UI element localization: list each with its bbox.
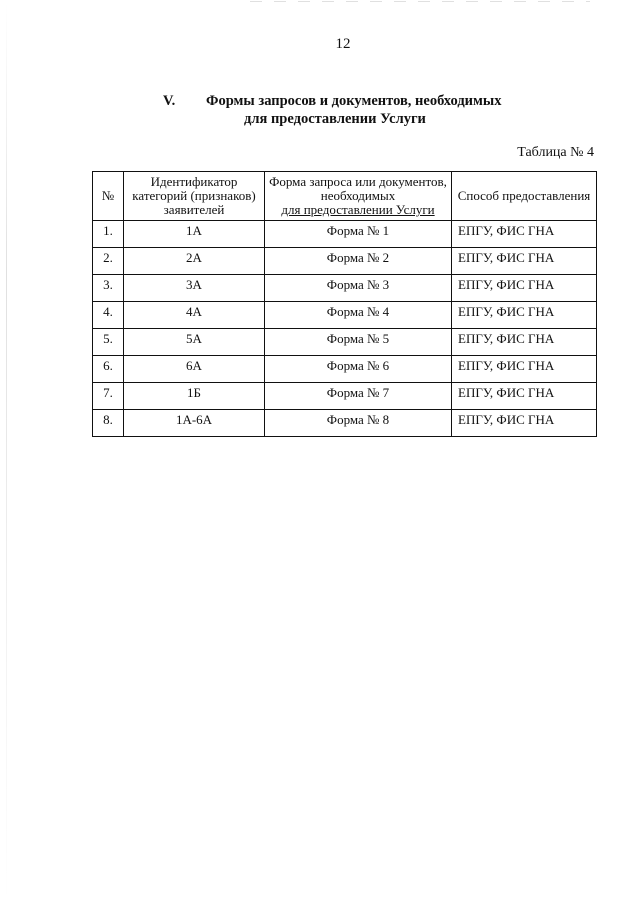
- header-form: [265, 172, 452, 221]
- row-form: Форма № 4: [265, 302, 452, 329]
- row-form: Форма № 7: [265, 383, 452, 410]
- row-num: 3.: [93, 275, 124, 302]
- table-row: [93, 329, 597, 356]
- header-form-line-2: необходимых: [320, 188, 396, 203]
- table-row: [93, 275, 597, 302]
- row-method: ЕПГУ, ФИС ГНА: [452, 248, 597, 275]
- row-form: Форма № 6: [265, 356, 452, 383]
- row-identifier: 4А: [124, 302, 265, 329]
- row-num: 6.: [93, 356, 124, 383]
- scan-top-edge: [250, 1, 590, 2]
- row-form: Форма № 8: [265, 410, 452, 437]
- row-num: 4.: [93, 302, 124, 329]
- header-num: №: [93, 172, 124, 221]
- row-identifier: 5А: [124, 329, 265, 356]
- row-identifier: 2А: [124, 248, 265, 275]
- row-identifier: 1А-6А: [124, 410, 265, 437]
- row-method: ЕПГУ, ФИС ГНА: [452, 329, 597, 356]
- section-title-line-1: Формы запросов и документов, необходимых: [206, 93, 502, 109]
- row-form: Форма № 3: [265, 275, 452, 302]
- table-row: [93, 383, 597, 410]
- row-identifier: 3А: [124, 275, 265, 302]
- row-form: Форма № 2: [265, 248, 452, 275]
- scan-left-edge: [6, 0, 7, 905]
- table-row: [93, 356, 597, 383]
- row-num: 1.: [93, 221, 124, 248]
- header-form-line-3: для предоставлении Услуги: [281, 202, 435, 217]
- row-num: 7.: [93, 383, 124, 410]
- section-title-line-2: для предоставлении Услуги: [244, 111, 426, 127]
- row-identifier: 1Б: [124, 383, 265, 410]
- table-row: [93, 302, 597, 329]
- row-identifier: 1А: [124, 221, 265, 248]
- header-identifier-line-1: Идентификатор: [150, 174, 238, 189]
- table-header: [93, 172, 597, 221]
- table-row: [93, 221, 597, 248]
- header-form-line-1: Форма запроса или документов,: [269, 174, 447, 189]
- row-method: ЕПГУ, ФИС ГНА: [452, 383, 597, 410]
- forms-table: [92, 171, 597, 437]
- row-num: 5.: [93, 329, 124, 356]
- table-body: [93, 221, 597, 437]
- row-form: Форма № 1: [265, 221, 452, 248]
- header-identifier-line-2: категорий (признаков): [132, 188, 256, 203]
- table-row: [93, 248, 597, 275]
- row-method: ЕПГУ, ФИС ГНА: [452, 221, 597, 248]
- row-identifier: 6А: [124, 356, 265, 383]
- row-method: ЕПГУ, ФИС ГНА: [452, 302, 597, 329]
- row-form: Форма № 5: [265, 329, 452, 356]
- page-number: 12: [335, 36, 351, 52]
- header-identifier-line-3: заявителей: [163, 202, 225, 217]
- table-header-row: [93, 172, 597, 221]
- section-roman-numeral: V.: [163, 93, 176, 109]
- row-num: 2.: [93, 248, 124, 275]
- header-method: Способ предоставления: [452, 172, 597, 221]
- table-caption: Таблица № 4: [517, 145, 594, 160]
- row-method: ЕПГУ, ФИС ГНА: [452, 275, 597, 302]
- row-method: ЕПГУ, ФИС ГНА: [452, 410, 597, 437]
- header-identifier: [124, 172, 265, 221]
- table-row: [93, 410, 597, 437]
- row-num: 8.: [93, 410, 124, 437]
- row-method: ЕПГУ, ФИС ГНА: [452, 356, 597, 383]
